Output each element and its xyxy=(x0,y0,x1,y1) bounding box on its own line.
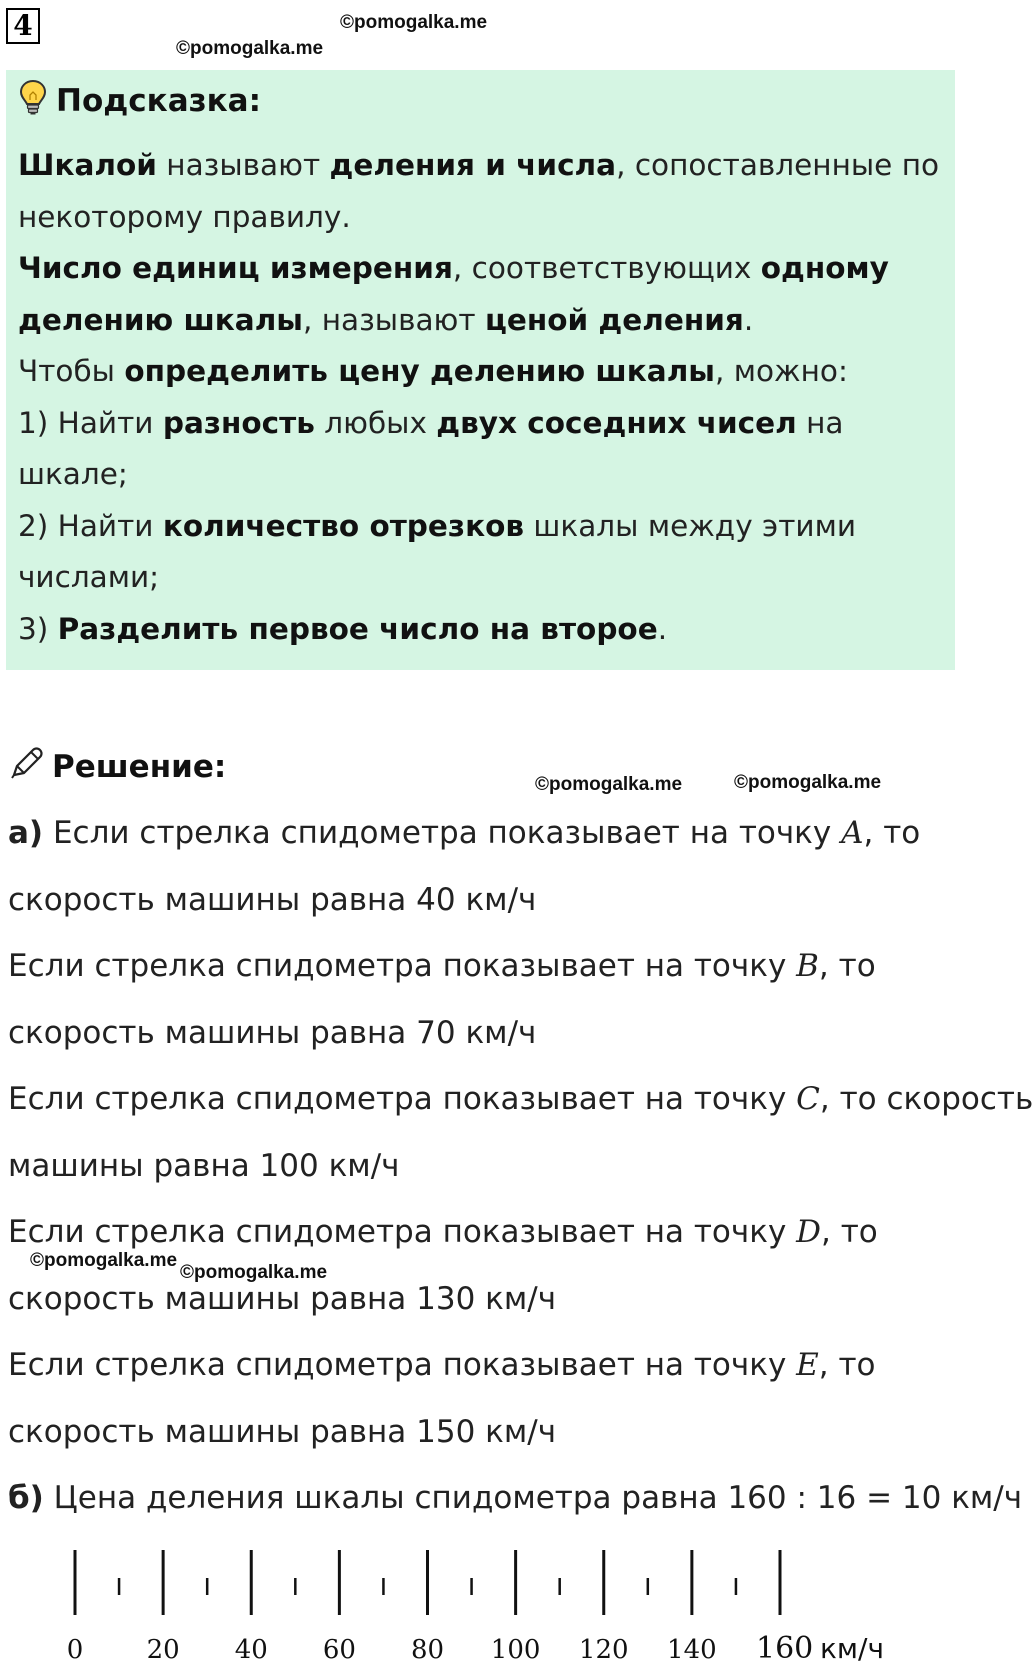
scale-tick-label: 160 xyxy=(756,1631,814,1666)
hint-paragraph-3: Чтобы определить цену делению шкалы, можно: xyxy=(18,354,848,388)
solution-line: б) Цена деления шкалы спидометра равна 160 : 16 = 10 км/ч xyxy=(8,1480,1023,1516)
solution-body xyxy=(8,800,1033,1532)
watermark: ©pomogalka.me xyxy=(734,772,882,793)
scale-tick-label: 60 xyxy=(322,1635,356,1665)
scale-tick-label: 20 xyxy=(146,1635,180,1665)
scale-tick-label: 40 xyxy=(234,1635,268,1665)
task-number-badge: 4 xyxy=(6,8,40,44)
hint-heading xyxy=(18,78,261,124)
scale-tick-label: 80 xyxy=(410,1635,445,1665)
solution-line: скорость машины равна 130 км/ч xyxy=(8,1280,557,1317)
solution-line: скорость машины равна 70 км/ч xyxy=(8,1014,537,1051)
hint-paragraph-1: Шкалой называют деления и числа, сопоставленные по некоторому правилу. xyxy=(18,148,940,234)
watermark: ©pomogalka.me xyxy=(340,12,488,33)
watermark: ©pomogalka.me xyxy=(180,1262,328,1283)
solution-line: скорость машины равна 40 км/ч xyxy=(8,881,537,918)
scale-tick-label: 140 xyxy=(667,1635,717,1665)
scale-unit-label: км/ч xyxy=(820,1632,885,1665)
hint-step-2: 2) Найти количество отрезков шкалы между этими числами; xyxy=(18,508,857,594)
solution-line: машины равна 100 км/ч xyxy=(8,1147,400,1184)
scale-tick-label: 100 xyxy=(490,1635,541,1665)
hint-title: Подсказка: xyxy=(56,83,261,119)
speedometer-scale xyxy=(55,1540,905,1670)
watermark: ©pomogalka.me xyxy=(176,38,324,59)
solution-title: Решение: xyxy=(52,749,227,785)
watermark: ©pomogalka.me xyxy=(535,774,683,795)
solution-line: Если стрелка спидометра показывает на точку E, то xyxy=(8,1347,876,1383)
solution-line: Если стрелка спидометра показывает на точку C, то скорость xyxy=(8,1081,1033,1117)
pencil-icon xyxy=(8,745,44,789)
solution-line: а) Если стрелка спидометра показывает на точку A, то xyxy=(8,815,921,851)
solution-heading xyxy=(8,745,226,789)
watermark: ©pomogalka.me xyxy=(30,1250,178,1271)
hint-body xyxy=(18,140,948,655)
hint-paragraph-2: Число единиц измерения, соответствующих одному делению шкалы, называют ценой деления. xyxy=(18,251,889,337)
scale-tick-label: 0 xyxy=(66,1635,84,1665)
scale-tick-label: 120 xyxy=(578,1635,629,1665)
lightbulb-icon xyxy=(18,78,48,124)
hint-step-3: 3) Разделить первое число на второе. xyxy=(18,611,668,646)
solution-line: Если стрелка спидометра показывает на точку D, то xyxy=(8,1214,878,1250)
solution-line: скорость машины равна 150 км/ч xyxy=(8,1413,557,1450)
solution-line: Если стрелка спидометра показывает на точку B, то xyxy=(8,948,876,984)
hint-step-1: 1) Найти разность любых двух соседних чисел на шкале; xyxy=(18,405,844,491)
